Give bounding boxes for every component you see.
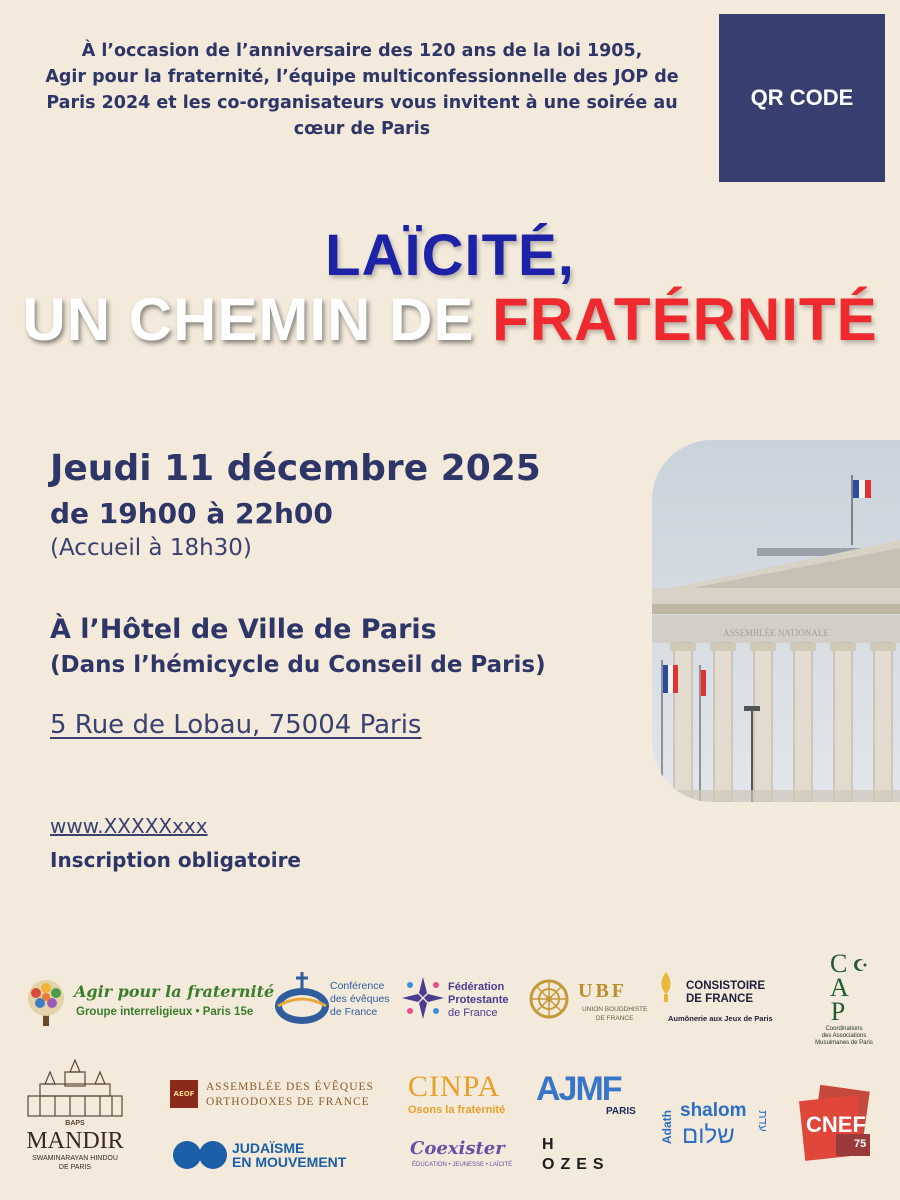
logo-judaisme-en-mouvement <box>172 1140 372 1172</box>
logo-consistoire <box>656 970 786 1026</box>
adath-hebrew: שלום <box>682 1122 735 1149</box>
adath-side: Adath <box>660 1110 674 1144</box>
logo-cinpa <box>406 1070 516 1120</box>
cnef-sub: 75 <box>854 1138 867 1150</box>
qr-code-placeholder[interactable] <box>719 14 885 182</box>
event-welcome-time: (Accueil à 18h30) <box>50 535 252 561</box>
fish-cross-icon <box>272 970 332 1028</box>
logo-assemblee-eveques-orthodoxes <box>170 1078 374 1114</box>
logo-conference-eveques <box>272 970 402 1030</box>
coexister-sub: ÉDUCATION • JEUNESSE • LAÏCITÉ <box>412 1162 513 1168</box>
temple-icon <box>20 1058 130 1120</box>
adath-hebrew-side: עדת <box>755 1110 770 1132</box>
intro-line-2: Agir pour la fraternité, l’équipe multiconfessionnelle des JOP de <box>45 67 679 87</box>
agir-subtitle: Groupe interreligieux • Paris 15e <box>76 1006 254 1018</box>
consistoire-line-2: DE FRANCE <box>686 993 754 1005</box>
star-cross-icon <box>400 975 446 1021</box>
ajmf-sub: PARIS <box>606 1106 636 1117</box>
ubf-line-1: UNION BOUDDHISTE <box>582 1006 648 1013</box>
aeof-line-1: ASSEMBLÉE DES ÉVÊQUES <box>206 1081 374 1093</box>
intro-text <box>14 38 710 142</box>
mandir-name: MANDIR <box>26 1128 124 1154</box>
aeof-badge-text: AEOF <box>173 1090 195 1098</box>
logo-cnef <box>796 1082 880 1166</box>
aeof-badge <box>170 1080 198 1108</box>
logo-agir-pour-la-fraternite <box>20 978 275 1030</box>
fpf-line-1: Fédération <box>448 981 505 993</box>
logo-adath-shalom <box>660 1098 780 1158</box>
consistoire-sub: Aumônerie aux Jeux de Paris <box>668 1014 773 1023</box>
logo-ajmf <box>536 1070 640 1120</box>
title-laicite: LAÏCITÉ, <box>325 223 575 288</box>
registration-note: Inscription obligatoire <box>50 848 301 872</box>
cinpa-name: CINPA <box>408 1070 501 1103</box>
cef-line-2: des évêques <box>330 993 390 1005</box>
qr-code-label: QR CODE <box>750 85 854 110</box>
cef-line-3: de France <box>330 1006 378 1018</box>
logo-coexister <box>410 1138 513 1178</box>
adath-name: shalom <box>680 1100 747 1121</box>
two-circles-icon <box>172 1140 228 1170</box>
logo-cap <box>812 949 884 1048</box>
mandir-top: BAPS <box>65 1120 85 1127</box>
intro-line-3: Paris 2024 et les co-organisateurs vous invitent à une soirée au <box>46 93 678 113</box>
coexister-name: Coexister <box>410 1138 505 1159</box>
crescent-star-icon <box>854 958 868 972</box>
logo-federation-protestante <box>400 975 525 1025</box>
title-fraternite <box>0 285 900 354</box>
event-venue: À l’Hôtel de Ville de Paris <box>50 614 437 645</box>
logo-union-bouddhiste <box>528 978 648 1024</box>
dharma-wheel-icon <box>528 978 570 1020</box>
cap-line-1: Coordinations <box>825 1026 863 1032</box>
judaisme-line-1: JUDAÏSME <box>232 1140 305 1156</box>
logo-hozes <box>540 1136 632 1180</box>
hozes-top: H <box>542 1136 554 1153</box>
intro-line-1: À l’occasion de l’anniversaire des 120 ans de la loi 1905, <box>81 41 643 61</box>
cef-line-1: Conférence <box>330 980 385 992</box>
mandir-line-2: DE PARIS <box>58 1164 92 1171</box>
title-red-part: FRATÉRNITÉ <box>492 286 878 353</box>
ubf-name: UBF <box>578 980 627 1002</box>
french-flag-icon <box>853 480 859 498</box>
consistoire-line-1: CONSISTOIRE <box>686 980 766 992</box>
judaisme-line-2: EN MOUVEMENT <box>232 1154 347 1170</box>
event-date: Jeudi 11 décembre 2025 <box>50 448 541 489</box>
mandir-line-1: SWAMINARAYAN HINDOU <box>32 1155 118 1162</box>
title-white-part: UN CHEMIN DE <box>22 286 493 353</box>
fpf-line-2: Protestante <box>448 994 509 1006</box>
event-time: de 19h00 à 22h00 <box>50 497 333 530</box>
registration-website-link[interactable]: www.XXXXXxxx <box>50 814 208 838</box>
cap-line-3: Musulmanes de Paris <box>815 1040 873 1046</box>
flame-icon <box>656 970 676 1004</box>
cinpa-sub: Osons la fraternité <box>408 1104 506 1116</box>
agir-name: Agir pour la fraternité <box>74 982 275 1001</box>
logo-mandir <box>20 1058 135 1173</box>
fpf-line-3: de France <box>448 1007 498 1019</box>
cap-letters-text: C A P <box>830 949 849 1026</box>
event-venue-detail: (Dans l’hémicycle du Conseil de Paris) <box>50 652 546 678</box>
hozes-bottom: OZES <box>542 1156 610 1173</box>
tree-icon <box>20 978 72 1030</box>
ajmf-name: AJMF <box>536 1070 621 1108</box>
event-address-link[interactable]: 5 Rue de Lobau, 75004 Paris <box>50 710 422 740</box>
cap-letters <box>818 949 858 1026</box>
intro-line-4: cœur de Paris <box>293 119 431 139</box>
aeof-line-2: ORTHODOXES DE FRANCE <box>206 1096 370 1108</box>
cnef-name: CNEF <box>806 1112 866 1137</box>
building-illustration <box>652 440 900 802</box>
assemblee-nationale-photo <box>652 440 900 802</box>
ubf-line-2: DE FRANCE <box>595 1015 634 1022</box>
cap-line-2: des Associations <box>821 1033 867 1039</box>
